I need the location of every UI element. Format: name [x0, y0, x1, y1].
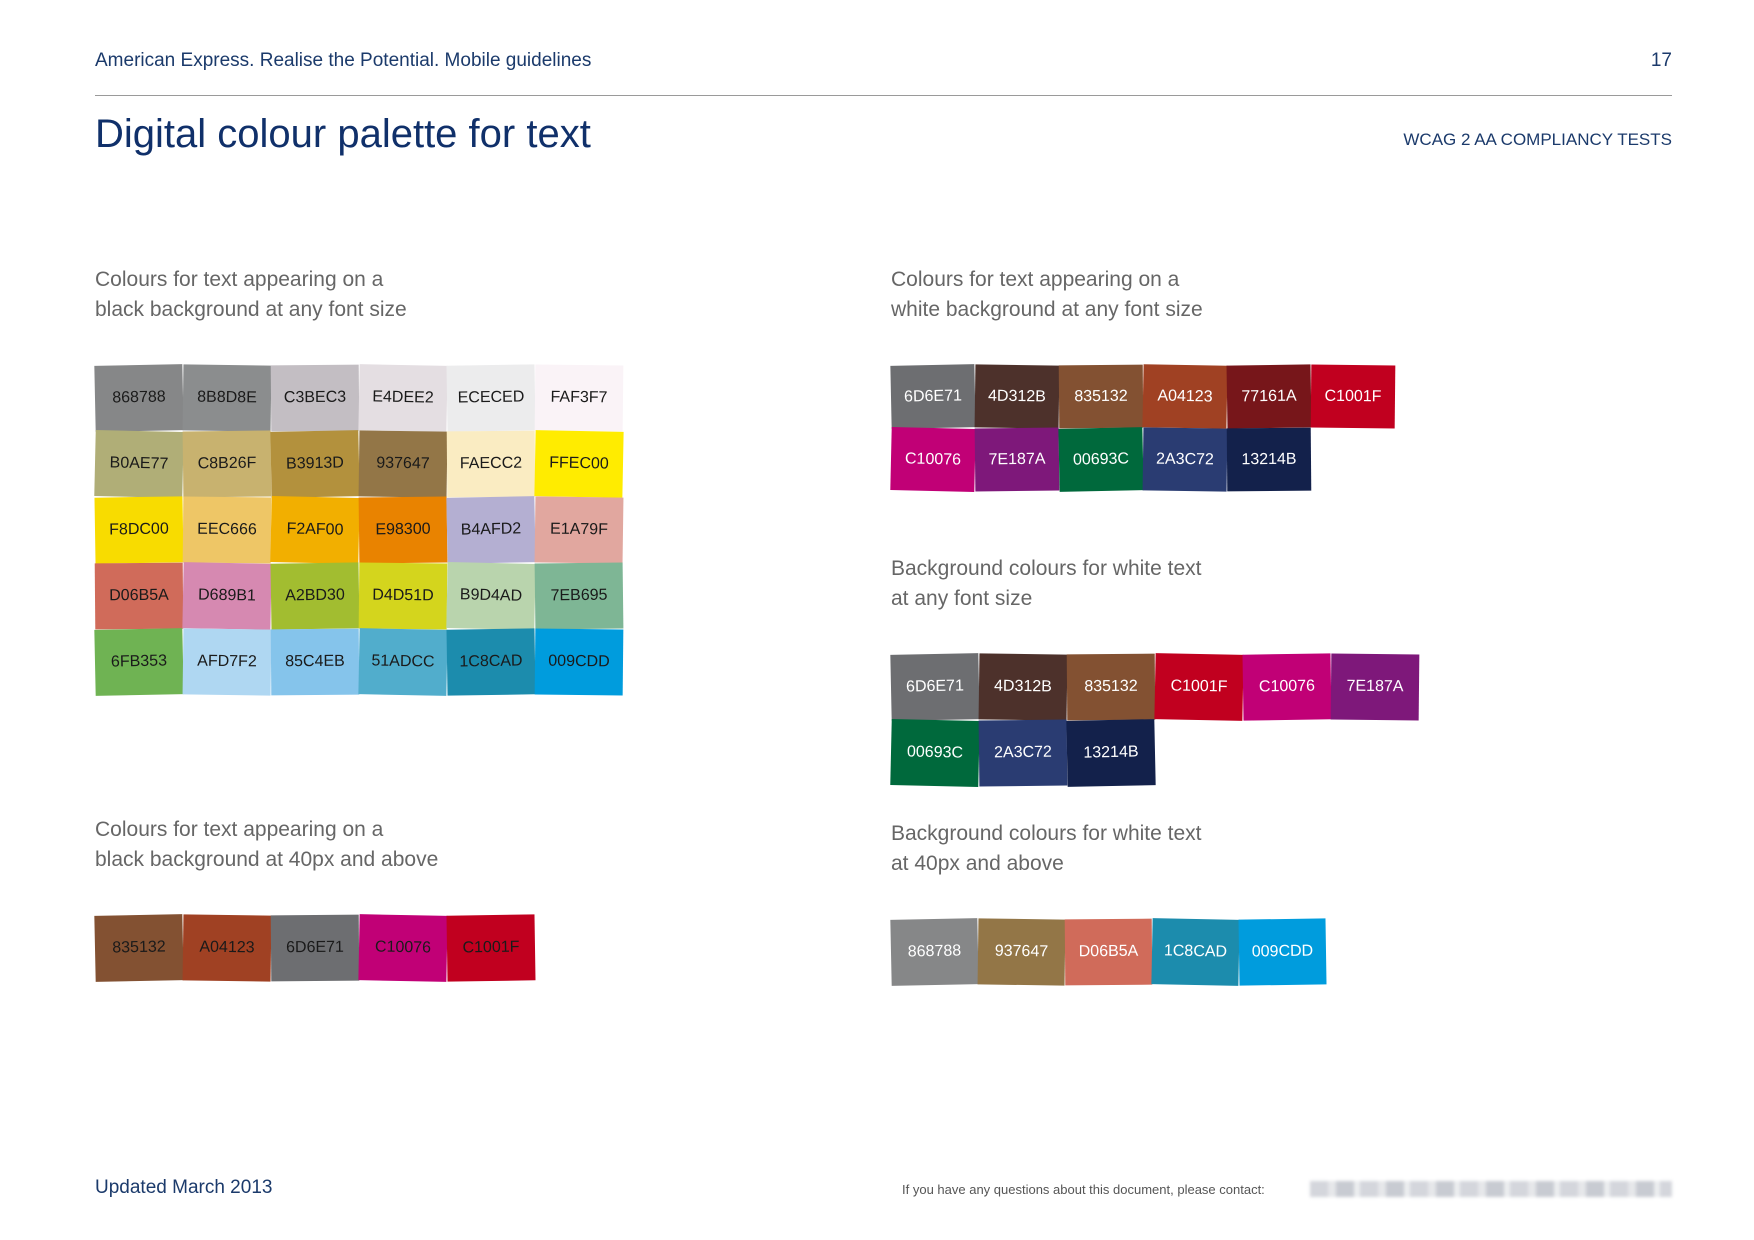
running-title: American Express. Realise the Potential. Mobile guidelines: [95, 50, 592, 71]
swatch-grid: [891, 654, 1419, 786]
colour-swatch: B9D4AD: [446, 562, 535, 630]
colour-swatch: 51ADCC: [358, 628, 447, 696]
contact-prompt: If you have any questions about this document, please contact:: [902, 1182, 1265, 1197]
colour-swatch: 2A3C72: [979, 719, 1068, 786]
colour-swatch: 8B8D8E: [183, 364, 272, 431]
swatch-row: [891, 720, 1419, 786]
colour-swatch: B0AE77: [94, 430, 183, 498]
colour-swatch: C3BEC3: [271, 365, 360, 432]
swatch-row: [95, 365, 623, 431]
swatch-grid: [95, 915, 535, 981]
swatch-row: [95, 497, 623, 563]
colour-swatch: 868788: [890, 918, 978, 986]
section-heading: Colours for text appearing on a white background at any font size: [891, 268, 1203, 321]
colour-swatch: E4DEE2: [358, 364, 447, 432]
section-heading: Background colours for white text at any font size: [891, 557, 1202, 610]
swatch-row: [95, 563, 623, 629]
colour-swatch: A2BD30: [270, 562, 359, 629]
colour-swatch: 009CDD: [535, 629, 624, 696]
colour-swatch: C8B26F: [183, 430, 272, 497]
colour-swatch: 868788: [94, 364, 183, 432]
colour-swatch: 6D6E71: [271, 915, 360, 982]
colour-swatch: E98300: [359, 496, 448, 563]
section-black-40px: [95, 815, 535, 981]
header-divider: [95, 95, 1672, 96]
colour-swatch: 00693C: [1058, 427, 1143, 492]
colour-swatch: 009CDD: [1238, 918, 1326, 985]
swatch-row: [95, 431, 623, 497]
colour-swatch: C10076: [358, 914, 447, 982]
colour-swatch: 6FB353: [94, 628, 183, 696]
colour-swatch: 937647: [978, 918, 1066, 985]
swatch-grid: [891, 365, 1395, 491]
colour-swatch: C1001F: [1311, 365, 1396, 429]
colour-swatch: B3913D: [270, 430, 359, 498]
colour-swatch: F2AF00: [270, 496, 359, 564]
colour-swatch: 7E187A: [1331, 654, 1420, 721]
colour-swatch: 1C8CAD: [446, 628, 535, 695]
colour-swatch: C1001F: [1154, 653, 1243, 721]
colour-swatch: 13214B: [1227, 428, 1312, 492]
updated-date: Updated March 2013: [95, 1177, 273, 1198]
colour-swatch: 00693C: [890, 719, 979, 787]
colour-swatch: A04123: [1142, 364, 1227, 429]
colour-swatch: 85C4EB: [271, 629, 360, 696]
colour-swatch: 835132: [94, 914, 183, 982]
colour-swatch: 1C8CAD: [1151, 918, 1239, 986]
section-heading: Colours for text appearing on a black background at 40px and above: [95, 818, 439, 871]
colour-swatch: 2A3C72: [1143, 427, 1228, 491]
colour-swatch: A04123: [183, 914, 272, 981]
swatch-row: [95, 915, 535, 981]
section-bg-white-any-size: [891, 554, 1419, 786]
colour-swatch: D4D51D: [359, 563, 448, 630]
colour-swatch: 7E187A: [975, 427, 1060, 491]
section-heading: Background colours for white text at 40px and above: [891, 822, 1202, 875]
section-bg-white-40px: [891, 819, 1326, 985]
colour-swatch: C1001F: [446, 914, 535, 981]
swatch-row: [891, 654, 1419, 720]
swatch-row: [891, 919, 1326, 985]
colour-swatch: FAECC2: [447, 431, 536, 498]
colour-swatch: C10076: [890, 427, 975, 492]
page-number: 17: [1650, 50, 1672, 71]
colour-swatch: AFD7F2: [183, 628, 272, 695]
colour-swatch: E1A79F: [535, 496, 624, 563]
swatch-row: [891, 365, 1395, 428]
colour-swatch: F8DC00: [94, 496, 183, 563]
colour-swatch: D689B1: [182, 562, 271, 630]
colour-swatch: 77161A: [1227, 364, 1312, 428]
colour-swatch: 937647: [359, 430, 448, 497]
swatch-row: [891, 428, 1395, 491]
colour-swatch: D06B5A: [95, 563, 184, 630]
swatch-grid: [891, 919, 1326, 985]
colour-swatch: 6D6E71: [890, 653, 979, 721]
colour-swatch: 7EB695: [535, 562, 624, 629]
colour-swatch: 6D6E71: [890, 364, 975, 429]
swatch-grid: [95, 365, 623, 695]
colour-swatch: 4D312B: [979, 653, 1068, 720]
colour-swatch: 835132: [1067, 654, 1156, 721]
colour-swatch: EEC666: [183, 497, 272, 564]
colour-swatch: ECECED: [446, 364, 535, 431]
compliance-tag: WCAG 2 AA COMPLIANCY TESTS: [1403, 130, 1672, 149]
section-heading: Colours for text appearing on a black background at any font size: [95, 268, 407, 321]
section-black-any-size: [95, 265, 623, 695]
swatch-row: [95, 629, 623, 695]
colour-swatch: FFEC00: [534, 430, 623, 498]
page-title: Digital colour palette for text: [95, 112, 591, 156]
colour-swatch: D06B5A: [1065, 919, 1153, 986]
colour-swatch: 13214B: [1066, 719, 1155, 787]
colour-swatch: C10076: [1242, 653, 1331, 720]
redacted-contact: [1310, 1181, 1672, 1197]
colour-swatch: B4AFD2: [446, 496, 535, 564]
colour-swatch: FAF3F7: [535, 365, 624, 432]
colour-swatch: 4D312B: [975, 364, 1060, 428]
section-white-any-size: [891, 265, 1395, 491]
colour-swatch: 835132: [1059, 365, 1144, 429]
